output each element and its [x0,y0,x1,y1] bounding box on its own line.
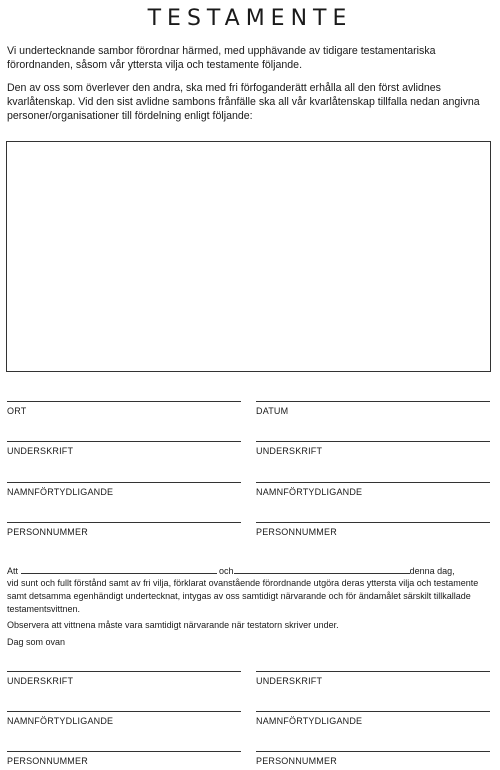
personnummer-field-1[interactable] [7,522,241,537]
witness-statement: vid sunt och fullt förstånd samt av fri vilja, förklarat ovanstående förordnande utgöra deras yttersta vilja och testamente samt detsamma egenhändigt undertecknat, intygas av oss samtidigt närvarande och för ändamålet särskilt tillkallade testamentsvittnen. [7,578,479,614]
ort-line [7,401,241,402]
document-title: TESTAMENTE [147,6,353,31]
testator-name-blank-1[interactable] [21,564,217,574]
namn-line-1 [7,482,241,483]
datum-field[interactable] [256,401,490,416]
datum-label: DATUM [256,406,289,416]
ort-label: ORT [7,406,27,416]
denna-dag-label: denna dag, [409,566,455,576]
witness-namn-line-1 [7,711,241,712]
witness-underskrift-label-1: UNDERSKRIFT [7,676,74,686]
witness-underskrift-line-1 [7,671,241,672]
witness-personnummer-field-1[interactable] [7,751,241,766]
witness-namn-label-1: NAMNFÖRTYDLIGANDE [7,716,114,726]
namn-label-2: NAMNFÖRTYDLIGANDE [256,487,363,497]
underskrift-line-1 [7,441,241,442]
witness-namn-label-2: NAMNFÖRTYDLIGANDE [256,716,363,726]
witness-namn-field-1[interactable] [7,711,241,726]
underskrift-field-2[interactable] [256,441,490,456]
datum-line [256,401,490,402]
personnummer-field-2[interactable] [256,522,490,537]
personnummer-label-1: PERSONNUMMER [7,527,88,537]
witness-underskrift-field-1[interactable] [7,671,241,686]
witness-names-line [7,564,495,578]
witness-personnummer-label-2: PERSONNUMMER [256,756,337,766]
testator-name-blank-2[interactable] [234,564,410,574]
namn-field-1[interactable] [7,482,241,497]
underskrift-label-1: UNDERSKRIFT [7,446,74,456]
att-label: Att [7,566,19,576]
witness-personnummer-line-1 [7,751,241,752]
witness-namn-field-2[interactable] [256,711,490,726]
och-label: och [219,566,234,576]
witness-underskrift-field-2[interactable] [256,671,490,686]
personnummer-label-2: PERSONNUMMER [256,527,337,537]
witness-underskrift-label-2: UNDERSKRIFT [256,676,323,686]
personnummer-line-1 [7,522,241,523]
witness-personnummer-label-1: PERSONNUMMER [7,756,88,766]
witness-personnummer-field-2[interactable] [256,751,490,766]
witness-underskrift-line-2 [256,671,490,672]
ort-field[interactable] [7,401,241,416]
intro-paragraph: Vi undertecknande sambor förordnar härmed, med upphävande av tidigare testamentariska förordnanden, såsom vår yttersta vilja och testamente följande. [7,45,436,71]
underskrift-line-2 [256,441,490,442]
dag-som-ovan: Dag som ovan [7,637,66,647]
witness-namn-line-2 [256,711,490,712]
personnummer-line-2 [256,522,490,523]
witness-personnummer-line-2 [256,751,490,752]
inheritance-paragraph: Den av oss som överlever den andra, ska med fri förfoganderätt erhålla all den först avlidnes kvarlåtenskap. Vid den sist avlidne sambons frånfälle ska all vår kvarlåtenskap tillfalla nedan angivna personer/organisationer till fördelning enligt följande: [7,82,480,122]
namn-line-2 [256,482,490,483]
underskrift-label-2: UNDERSKRIFT [256,446,323,456]
witness-note: Observera att vittnena måste vara samtidigt närvarande när testatorn skriver under. [7,620,339,630]
beneficiaries-text-area[interactable] [6,141,491,372]
underskrift-field-1[interactable] [7,441,241,456]
namn-label-1: NAMNFÖRTYDLIGANDE [7,487,114,497]
namn-field-2[interactable] [256,482,490,497]
